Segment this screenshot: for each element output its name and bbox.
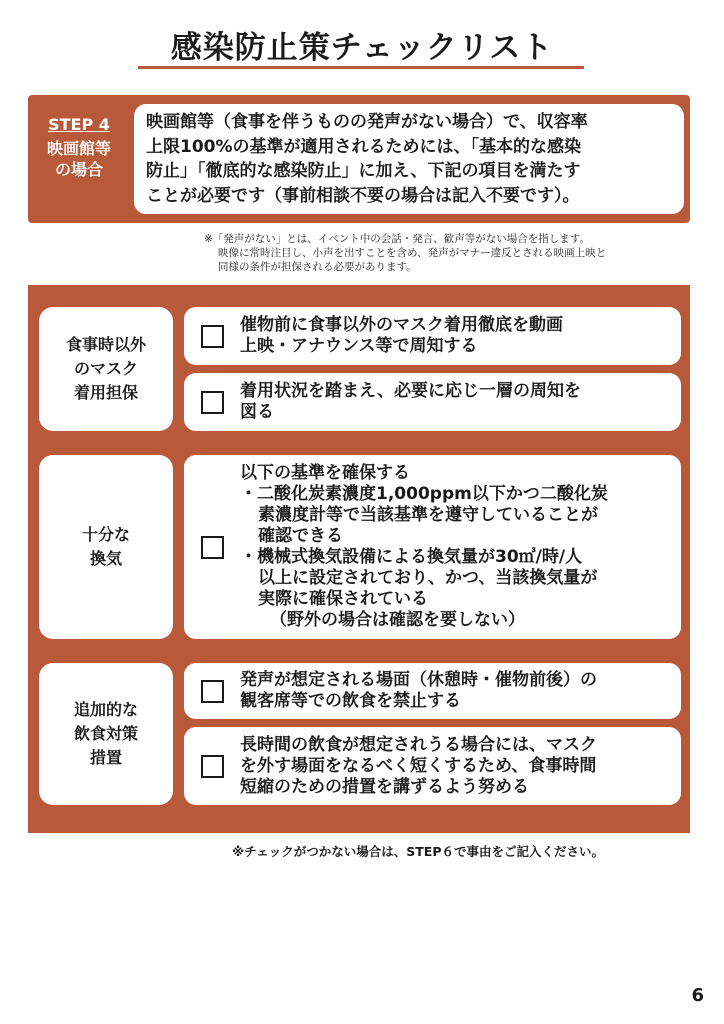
step-venue	[28, 138, 130, 180]
step-number: STEP 4	[48, 115, 110, 134]
item-text	[240, 735, 607, 798]
category-label-line: 飲食対策	[73, 724, 138, 743]
checkbox[interactable]	[201, 536, 224, 559]
step-venue-line: 映画館等	[46, 139, 111, 158]
item-text	[240, 463, 618, 631]
item-line: 以上に設定されており、かつ、当該換気量が	[258, 568, 598, 588]
item-line: 発声が想定される場面（休憩時・催物前後）の	[240, 670, 597, 690]
checkbox[interactable]	[201, 755, 224, 778]
item-text	[240, 381, 591, 423]
item-line: 以下の基準を確保する	[240, 463, 410, 483]
item-line: 実際に確保されている	[258, 589, 428, 609]
item-text	[240, 670, 607, 712]
checkbox[interactable]	[201, 391, 224, 414]
page-title: 感染防止策チェックリスト	[170, 30, 554, 66]
item-text	[240, 315, 573, 357]
item-line: 長時間の飲食が想定されうる場合には、マスク	[240, 734, 597, 755]
note-line: ※「発声がない」とは、イベント中の会話・発言、歓声等がない場合を指します。	[204, 233, 590, 245]
page-number: 6	[691, 985, 704, 1006]
category-label-line: のマスク	[73, 359, 138, 378]
title-underline	[138, 66, 584, 69]
item-line: 素濃度計等で当該基準を遵守していることが	[258, 505, 598, 525]
item-line: ・機械式換気設備による換気量が30㎥/時/人	[240, 547, 583, 567]
item-line: 上映・アナウンス等で周知する	[240, 336, 478, 356]
item-line: （野外の場合は確認を要しない）	[270, 610, 525, 630]
step-text-line: 映画館等（食事を伴うものの発声がない場合）で、収容率	[146, 112, 588, 132]
category-additional-dining	[39, 663, 173, 805]
step-text-line: 防止」「徹底的な感染防止」に加え、下記の項目を満たす	[146, 161, 581, 181]
checkbox[interactable]	[201, 325, 224, 348]
checklist-item	[184, 373, 681, 431]
step-venue-line: の場合	[54, 160, 103, 179]
item-line: 確認できる	[258, 526, 343, 546]
step-description	[134, 104, 684, 214]
note-line: 同様の条件が担保される必要があります。	[218, 261, 417, 273]
step-banner	[28, 95, 690, 223]
checklist-item	[184, 727, 681, 805]
note-line: 映像に常時注目し、小声を出すことを含め、発声がマナー違反とされる映画上映と	[218, 247, 607, 259]
step-label	[28, 115, 130, 180]
step-text-line: 上限100%の基準が適用されるためには、「基本的な感染	[146, 136, 582, 157]
category-label-line: 食事時以外	[65, 335, 146, 354]
silence-definition-note	[204, 232, 694, 274]
checklist-item	[184, 455, 681, 639]
checkbox[interactable]	[201, 680, 224, 703]
category-label-line: 十分な	[81, 525, 130, 544]
item-line: 観客席等での飲食を禁止する	[240, 691, 461, 711]
checklist-item	[184, 663, 681, 719]
checklist-item	[184, 307, 681, 365]
footnote: ※チェックがつかない場合は、STEP６で事由をご記入ください。	[232, 844, 605, 859]
checklist-panel	[28, 285, 690, 833]
category-mask	[39, 307, 173, 431]
item-line: ・二酸化炭素濃度1,000ppm以下かつ二酸化炭	[240, 484, 608, 504]
category-label-line: 着用担保	[73, 383, 138, 402]
step-text-line: ことが必要です（事前相談不要の場合は記入不要です）。	[146, 185, 580, 206]
item-line: を外す場面をなるべく短くするため、食事時間	[240, 755, 597, 776]
item-line: 着用状況を踏まえ、必要に応じ一層の周知を	[240, 381, 582, 401]
category-ventilation	[39, 455, 173, 639]
item-line: 催物前に食事以外のマスク着用徹底を動画	[240, 315, 563, 335]
category-label-line: 措置	[89, 748, 122, 767]
item-line: 短縮のための措置を講ずるよう努める	[240, 776, 529, 797]
item-line: 図る	[240, 402, 274, 422]
category-label-line: 換気	[89, 549, 122, 568]
category-label-line: 追加的な	[73, 700, 138, 719]
